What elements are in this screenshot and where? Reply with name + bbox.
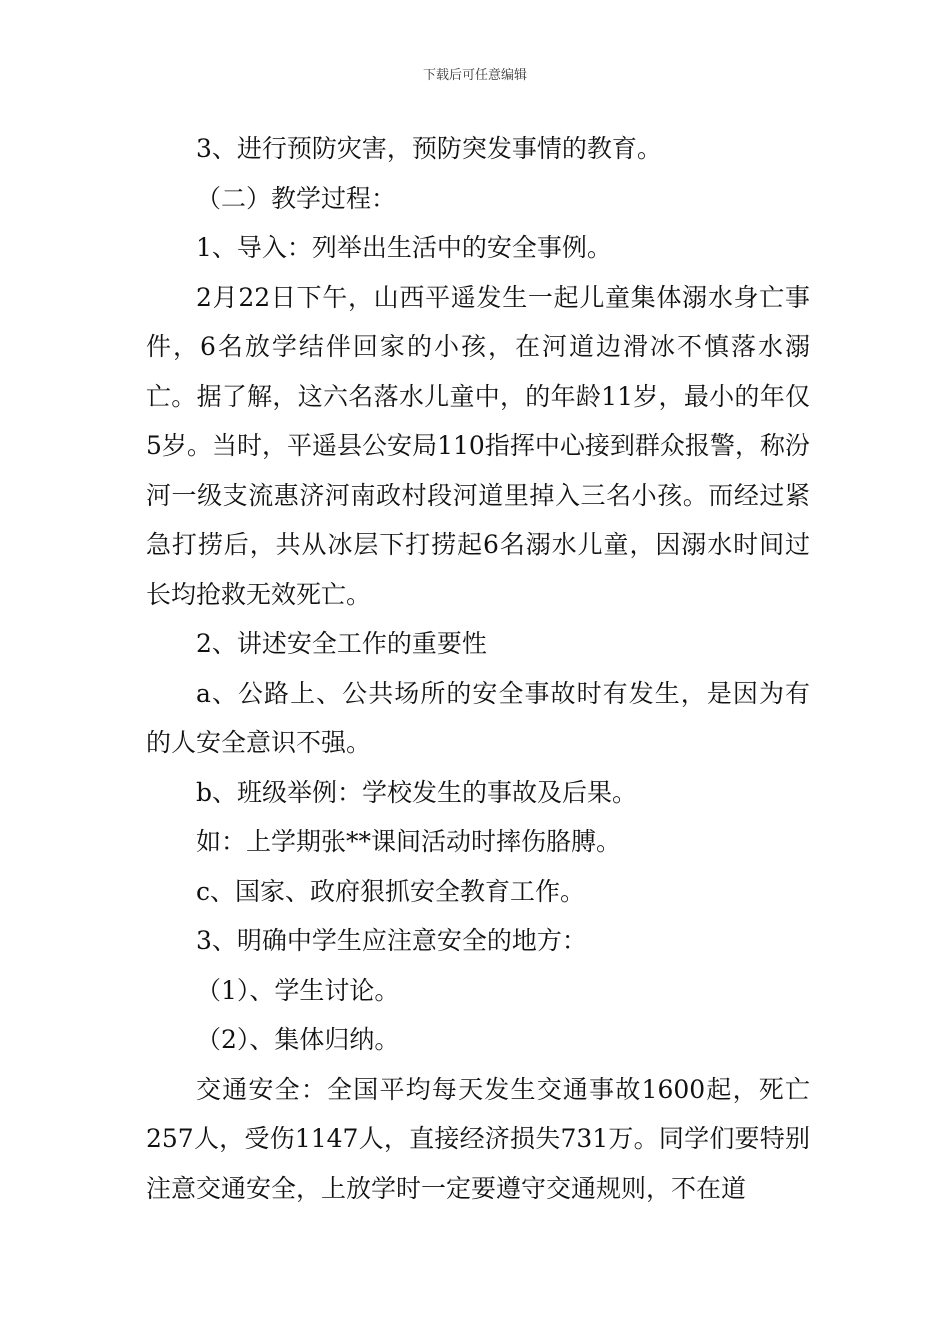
paragraph-traffic-safety: 交通安全：全国平均每天发生交通事故1600起，死亡257人，受伤1147人，直接经济损失731万。同学们要特别注意交通安全，上放学时一定要遵守交通规则，不在道 xyxy=(146,1074,810,1203)
paragraph-teaching-process-heading: （二）教学过程： xyxy=(196,183,397,213)
paragraph-item-a: a、公路上、公共场所的安全事故时有发生，是因为有的人安全意识不强。 xyxy=(146,678,810,757)
document-body xyxy=(146,124,810,1213)
paragraph-prevention-education: 3、进行预防灾害，预防突发事情的教育。 xyxy=(196,134,662,163)
paragraph-safety-places-heading: 3、明确中学生应注意安全的地方： xyxy=(196,926,587,955)
paragraph-drowning-incident: 2月22日下午，山西平遥发生一起儿童集体溺水身亡事件，6名放学结伴回家的小孩，在河道边滑冰不慎落水溺亡。据了解，这六名落水儿童中，的年龄11岁，最小的年仅5岁。当时，平遥县公安局110指挥中心接到群众报警，称汾河一级支流惠济河南政村段河道里掉入三名小孩。而经过紧急打捞后，共从冰层下打捞起6名溺水儿童，因溺水时间过长均抢救无效死亡。 xyxy=(146,282,810,609)
paragraph-item-c: c、国家、政府狠抓安全教育工作。 xyxy=(196,876,586,906)
page-header: 下载后可任意编辑 xyxy=(422,68,527,83)
paragraph-item-b: b、班级举例：学校发生的事故及后果。 xyxy=(196,777,638,807)
paragraph-introduction: 1、导入：列举出生活中的安全事例。 xyxy=(196,233,612,262)
paragraph-example: 如：上学期张**课间活动时摔伤胳膊。 xyxy=(196,827,622,856)
paragraph-importance-heading: 2、讲述安全工作的重要性 xyxy=(196,629,487,658)
paragraph-group-summary: （2）、集体归纳。 xyxy=(196,1025,400,1054)
paragraph-student-discussion: （1）、学生讨论。 xyxy=(196,975,400,1005)
